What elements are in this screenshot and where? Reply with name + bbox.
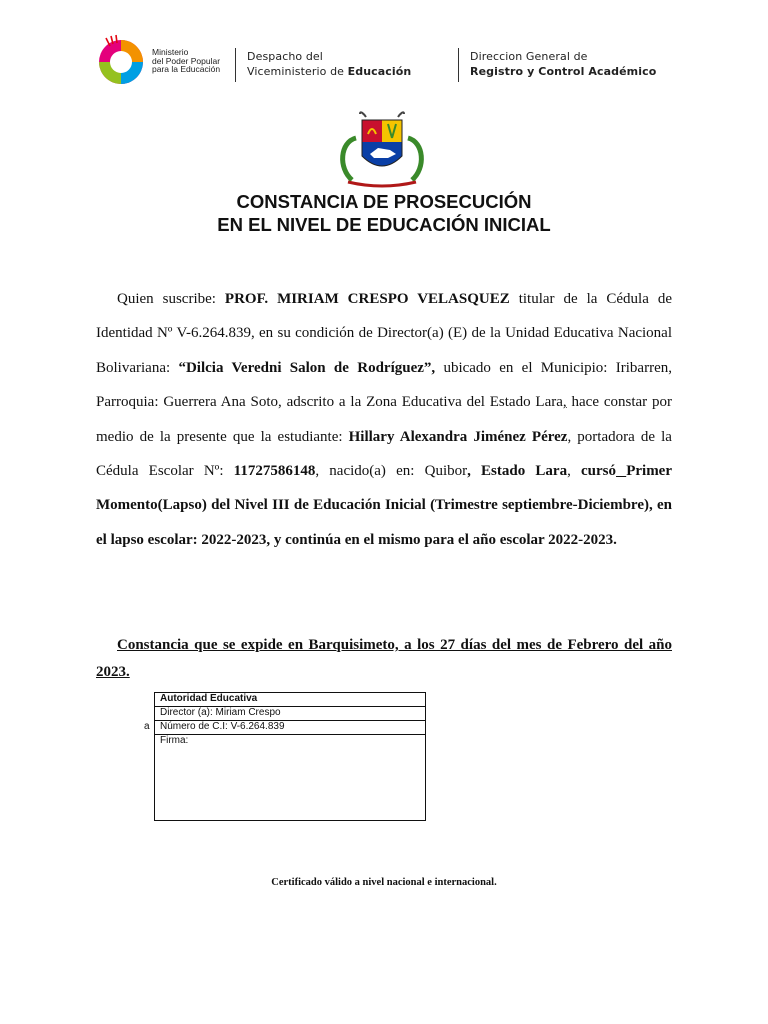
header-despacho: Despacho del Viceministerio de Educación [247,50,412,78]
header-divider [458,48,459,82]
ministry-logo-icon [94,34,148,88]
school-name: “Dilcia Veredni Salon de Rodríguez”, [178,359,436,376]
validity-note: Certificado válido a nivel nacional e internacional. [271,877,497,888]
authority-header: Autoridad Educativa [155,693,426,707]
course-details: Primer Momento(Lapso) del Nivel III de Educación Inicial (Trimestre septiembre-Diciembre), en el lapso escolar: 2022-2023, y continúa en el mismo para el año escolar 2022-2023. [96,463,673,548]
signature-field: Firma: [155,735,426,821]
student-name: Hillary Alexandra Jiménez Pérez [348,428,568,445]
page-title: CONSTANCIA DE PROSECUCIÓN EN EL NIVEL DE EDUCACIÓN INICIAL [217,191,551,235]
director-field: Director (a): Miriam Crespo [155,707,426,721]
header-divider [235,48,236,82]
stray-mark: a [144,721,150,732]
authority-table [154,692,426,821]
signer-name: PROF. MIRIAM CRESPO VELASQUEZ [224,291,510,307]
ci-field: Número de C.I: V-6.264.839 [155,721,426,735]
venezuela-coat-of-arms-icon [334,108,430,188]
letterhead [94,34,694,90]
certificate-body: Quien suscribe: PROF. MIRIAM CRESPO VELASQUEZ titular de la Cédula de Identidad Nº V-6.264.839, en su condición de Director(a) (E) de la Unidad Educativa Nacional Bolivariana: “Dilcia Veredni Salon de Rodríguez”, ubicado en el Municipio: Iribarren, Parroquia: Guerrera Ana Soto, adscrito a la Zona Educativa del Estado Lara, hace constar por medio de la presente que la estudiante: Hillary Alexandra Jiménez Pérez, portadora de la Cédula Escolar Nº: 11727586148, nacido(a) en: Quibor, Estado Lara, cursó Primer Momento(Lapso) del Nivel III de Educación Inicial (Trimestre septiembre-Diciembre), en el lapso escolar: 2022-2023, y continúa en el mismo para el año escolar 2022-2023. [96,291,673,548]
student-cedula: 11727586148 [233,463,316,480]
ministry-name: Ministerio del Poder Popular para la Educación [152,47,221,75]
closing-statement: Constancia que se expide en Barquisimeto, a los 27 días del mes de Febrero del año 2023. [96,637,672,680]
header-direccion: Direccion General de Registro y Control Académico [470,50,657,78]
